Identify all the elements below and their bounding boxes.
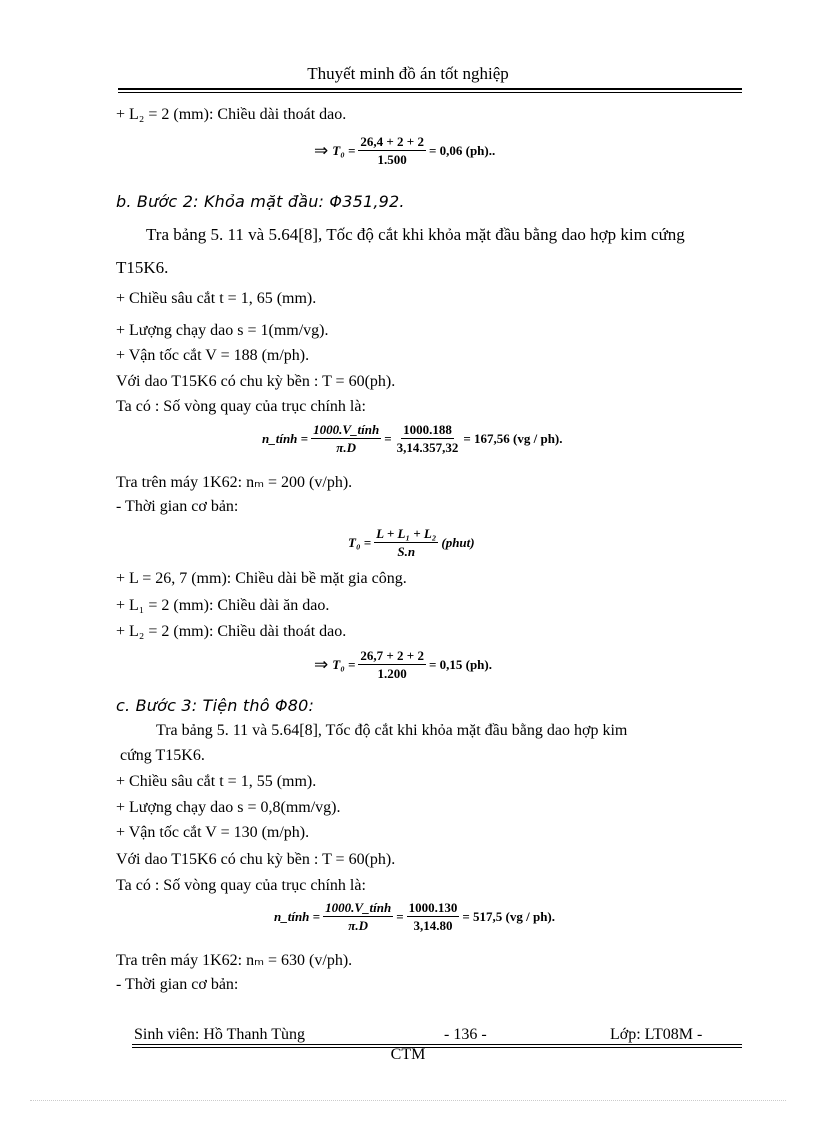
text-line: - Thời gian cơ bản: [116, 498, 239, 515]
formula-lhs: T₀ = [332, 656, 356, 672]
fraction [311, 422, 381, 455]
text-line: + Vận tốc cắt V = 130 (m/ph). [116, 824, 310, 841]
text-line: - Thời gian cơ bản: [116, 976, 239, 993]
formula-result: = 0,15 (ph). [428, 656, 492, 672]
text-line: + L₂ = 2 (mm): Chiều dài thoát dao. [116, 106, 347, 123]
text-line: Với dao T15K6 có chu kỳ bền : T = 60(ph). [116, 851, 396, 868]
text-line: Tra trên máy 1K62: nₘ = 200 (v/ph). [116, 474, 353, 491]
formula-lhs: T₀ = [348, 534, 372, 550]
formula-unit: (phut) [441, 534, 475, 550]
fraction-denominator: 1.500 [377, 152, 407, 167]
formula-lhs: n_tính = [262, 430, 309, 446]
fraction-denominator: π.D [348, 918, 368, 933]
fraction-numerator: 1000.V_tính [313, 422, 380, 437]
fraction-denominator: S.n [397, 544, 416, 559]
equals-sign: = [396, 908, 404, 924]
fraction [395, 422, 461, 455]
formula-t0-step2 [314, 648, 492, 681]
text-line: Tra trên máy 1K62: nₘ = 630 (v/ph). [116, 952, 353, 969]
page-bottom-border [30, 1100, 786, 1101]
fraction-numerator: 1000.130 [408, 900, 458, 915]
fraction-denominator: 3,14.80 [413, 918, 453, 933]
formula-result: = 517,5 (vg / ph). [462, 908, 555, 924]
fraction [374, 526, 438, 559]
fraction-numerator: 26,7 + 2 + 2 [360, 648, 424, 663]
fraction-numerator: 26,4 + 2 + 2 [360, 134, 424, 149]
formula-lhs: T₀ = [332, 142, 356, 158]
formula-t0-step1 [314, 134, 495, 167]
text-line: + Lượng chạy dao s = 1(mm/vg). [116, 322, 329, 339]
text-line: + Chiều sâu cắt t = 1, 65 (mm). [116, 290, 317, 307]
text-line: + Chiều sâu cắt t = 1, 55 (mm). [116, 773, 317, 790]
fraction-numerator: L + L₁ + L₂ [376, 526, 437, 541]
text-line: T15K6. [116, 258, 169, 277]
formula-result: = 0,06 (ph).. [428, 142, 496, 158]
text-line: + Lượng chạy dao s = 0,8(mm/vg). [116, 799, 341, 816]
implies-arrow: ⇒ [314, 654, 329, 674]
footer-student: Sinh viên: Hồ Thanh Tùng [134, 1026, 305, 1043]
fraction-numerator: 1000.V_tính [325, 900, 392, 915]
text-line: + L₁ = 2 (mm): Chiều dài ăn dao. [116, 597, 330, 614]
text-line: Ta có : Số vòng quay của trục chính là: [116, 877, 366, 894]
section-heading-b: b. Bước 2: Khỏa mặt đầu: Φ351,92. [116, 192, 405, 211]
fraction [358, 648, 426, 681]
text-line: Ta có : Số vòng quay của trục chính là: [116, 398, 366, 415]
text-line: + L = 26, 7 (mm): Chiều dài bề mặt gia công. [116, 570, 407, 587]
fraction [358, 134, 426, 167]
fraction-denominator: π.D [336, 440, 356, 455]
formula-lhs: n_tính = [274, 908, 321, 924]
fraction-denominator: 1.200 [377, 666, 407, 681]
equals-sign: = [384, 430, 392, 446]
implies-arrow: ⇒ [314, 140, 329, 160]
fraction-denominator: 3,14.357,32 [396, 440, 459, 455]
formula-n-tinh-step3 [274, 900, 555, 933]
text-line: Tra bảng 5. 11 và 5.64[8], Tốc độ cắt khi khỏa mặt đầu bằng dao hợp kim [156, 722, 628, 739]
footer-ctm: CTM [390, 1046, 426, 1063]
section-heading-c: c. Bước 3: Tiện thô Φ80: [116, 696, 315, 715]
fraction [323, 900, 393, 933]
footer-page-number: - 136 - [444, 1026, 487, 1043]
text-line: + L₂ = 2 (mm): Chiều dài thoát dao. [116, 623, 347, 640]
footer-class: Lớp: LT08M - [610, 1026, 703, 1043]
header-rule [118, 88, 742, 93]
formula-t0-general [348, 526, 475, 559]
text-line: Tra bảng 5. 11 và 5.64[8], Tốc độ cắt khi khỏa mặt đầu bằng dao hợp kim cứng [146, 225, 685, 244]
text-line: + Vận tốc cắt V = 188 (m/ph). [116, 347, 310, 364]
text-line: cứng T15K6. [120, 747, 205, 764]
formula-n-tinh-step2 [262, 422, 563, 455]
text-line: Với dao T15K6 có chu kỳ bền : T = 60(ph). [116, 373, 396, 390]
page-header-title: Thuyết minh đồ án tốt nghiệp [307, 64, 509, 83]
fraction [407, 900, 460, 933]
formula-result: = 167,56 (vg / ph). [463, 430, 563, 446]
fraction-numerator: 1000.188 [403, 422, 452, 437]
